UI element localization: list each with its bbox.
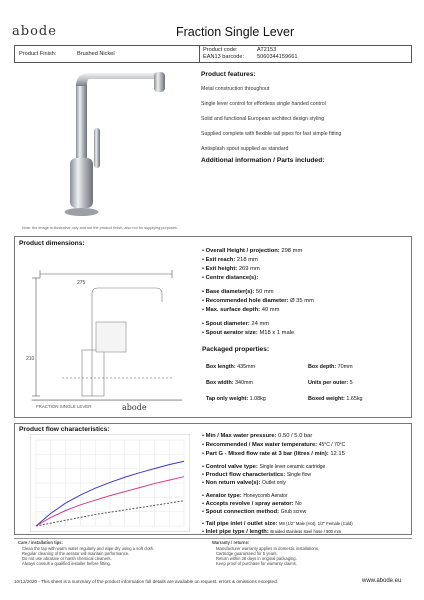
warranty-item: Keep proof of purchase for warranty claims. (216, 561, 297, 566)
features-title: Product features: (201, 71, 256, 78)
flow-label: Inlet pipe type / length: (205, 529, 269, 535)
header-divider (199, 46, 200, 62)
ean-value: 5060344159661 (257, 54, 298, 60)
dim-item: • Centre distance(s): (202, 275, 259, 281)
feature-item: Supplied complete with flexible tail pipes for fast simple fitting (201, 131, 342, 137)
flow-item: • Accepts revolve / spray aerator: No (202, 501, 302, 507)
flow-label: Spout connection method: (205, 509, 280, 515)
dim-label: Exit reach: (205, 257, 236, 263)
image-note: Note: the image is illustrative only and not the product finish, also not for supplying purposes. (22, 226, 178, 230)
pk-value: 1.08kg (249, 396, 266, 402)
pk-label: Tap only weight: (206, 396, 249, 402)
flow-label: Aerator type: (205, 493, 242, 499)
flow-title: Product flow characteristics: (19, 426, 110, 433)
care-title: Care / installation tips: (18, 540, 63, 545)
footer-website[interactable]: www.abode.eu (362, 578, 402, 584)
technical-drawing (22, 250, 192, 414)
dim-label: Overall Height / projection: (205, 248, 280, 254)
flow-item: • Control valve type: Single lever ceramic cartridge (202, 464, 326, 470)
warranty-item: Manufacturer warranty applies to domestic installations. (216, 546, 320, 551)
dimensions-title: Product dimensions: (19, 240, 85, 247)
product-title: Fraction Single Lever (176, 25, 295, 39)
flow-value: Outlet only (262, 480, 286, 486)
flow-label: Non return valve(s): (205, 480, 261, 486)
flow-value: Braided stainless steel hose / 500 mm (270, 529, 342, 534)
flow-value: No (295, 501, 302, 507)
warranty-item: Return within 28 days in original packaging. (216, 556, 297, 561)
code-label: Product code: (203, 47, 238, 53)
flow-label: Tail pipe inlet / outlet size: (205, 521, 278, 527)
dim-label: Exit height: (205, 266, 238, 272)
care-item: Do not use abrasive or harsh chemical cleaners. (22, 556, 112, 561)
flow-value: Single lever ceramic cartridge (259, 464, 326, 470)
flow-value: Grub screw (280, 509, 307, 515)
pk-label: Box depth: (308, 364, 337, 370)
warranty-title: Warranty / returns: (212, 540, 250, 545)
flow-label: Recommended / Max water temperature: (205, 442, 318, 448)
dim-value: Ø 35 mm (290, 298, 314, 304)
care-item: Clean the tap with warm water regularly and wipe dry using a soft cloth. (22, 546, 155, 551)
flow-item: • Non return valve(s): Outlet only (202, 480, 286, 486)
finish-value: Brushed Nickel (77, 51, 115, 57)
pk-value: 5 (349, 380, 353, 386)
drawing-dim-b: 210 (26, 356, 35, 362)
dim-item: • Exit reach: 218 mm (202, 257, 258, 263)
pk-value: 1.65kg (346, 396, 363, 402)
dim-value: 50 mm (255, 289, 274, 295)
flow-label: Product flow characteristics: (205, 472, 286, 478)
care-item: Always consult a qualified installer before fitting. (22, 561, 111, 566)
pk-label: Units per outer: (308, 380, 349, 386)
pk-value: 435mm (237, 364, 256, 370)
dim-value: 298 mm (281, 248, 303, 254)
feature-item: Solid and functional European architect design styling (201, 116, 325, 122)
flow-chart (30, 434, 190, 532)
pk-label: Box width: (206, 380, 234, 386)
code-value: AT2153 (257, 47, 277, 53)
dim-item: • Overall Height / projection: 298 mm (202, 248, 303, 254)
dim-value: 218 mm (236, 257, 258, 263)
pk-label: Boxed weight: (308, 396, 345, 402)
flow-value: 45°C / 70°C (318, 442, 346, 448)
dim-label: Centre distance(s): (205, 275, 259, 281)
flow-item: • Inlet pipe type / length: Braided stainless steel hose / 500 mm (202, 529, 342, 535)
flow-value: 0.50 / 5.0 bar (278, 433, 313, 439)
drawing-dim-a: 275 (77, 280, 86, 286)
flow-value: M8 (1/2" Male (Hot), 1/2" Female (Cold) (278, 521, 353, 526)
drawing-note: FRACTION SINGLE LEVER (36, 404, 92, 409)
flow-item: • Recommended / Max water temperature: 45°C / 70°C (202, 442, 346, 448)
warranty-item: Cartridge guaranteed for 5 years. (216, 551, 278, 556)
ean-label: EAN13 barcode: (203, 54, 245, 60)
flow-value: Honeycomb Aerator (243, 493, 288, 499)
pk-label: Box length: (206, 364, 236, 370)
flow-label: Part G - Mixed flow rate at 3 bar (litres / min): (205, 451, 329, 457)
dim-item: • Base diameter(s): 50 mm (202, 289, 274, 295)
feature-item: Metal construction throughout (201, 86, 270, 92)
feature-item: Antisplash spout supplied as standard (201, 146, 289, 152)
dim-item: • Exit height: 269 mm (202, 266, 260, 272)
dim-label: Base diameter(s): (205, 289, 255, 295)
pk-box-length (206, 364, 255, 370)
dim-label: Spout aerator size: (205, 330, 258, 336)
flow-label: Control valve type: (205, 464, 258, 470)
flow-value: 12.15 (330, 451, 345, 457)
header-info-box (14, 45, 412, 63)
pk-value: 340mm (235, 380, 254, 386)
dim-item: • Max. surface depth: 40 mm (202, 307, 280, 313)
dim-value: 40 mm (261, 307, 280, 313)
pk-tap-weight (206, 396, 266, 402)
flow-label: Min / Max water pressure: (205, 433, 277, 439)
flow-value: Single flow (286, 472, 312, 478)
brand-logo: abode (12, 24, 57, 39)
flow-label: Accepts revolve / spray aerator: (205, 501, 294, 507)
pk-boxed-weight (308, 396, 363, 402)
dim-item: • Spout diameter: 24 mm (202, 321, 270, 327)
additional-info-title: Additional information / Parts included: (201, 157, 325, 164)
flow-item: • Spout connection method: Grub screw (202, 509, 307, 515)
dim-value: M18 x 1 male (259, 330, 295, 336)
footer-disclaimer: 10/12/2020 - This sheet is a summary of the product information full details are available on request. errors & omissions excepted. (14, 579, 278, 584)
pk-box-depth (308, 364, 353, 370)
dim-label: Max. surface depth: (205, 307, 261, 313)
feature-item: Single lever control for effortless single handed control (201, 101, 326, 107)
flow-item: • Tail pipe inlet / outlet size: M8 (1/2" Male (Hot), 1/2" Female (Cold) (202, 521, 353, 527)
drawing-brand: abode (122, 403, 147, 412)
dim-value: 24 mm (251, 321, 270, 327)
dim-item: • Spout aerator size: M18 x 1 male (202, 330, 295, 336)
pk-value: 70mm (337, 364, 353, 370)
dim-label: Spout diameter: (205, 321, 250, 327)
dim-item: • Recommended hole diameter: Ø 35 mm (202, 298, 314, 304)
packaged-title: Packaged properties: (202, 346, 270, 353)
flow-item: • Product flow characteristics: Single flow (202, 472, 312, 478)
dim-value: 269 mm (238, 266, 260, 272)
flow-item: • Min / Max water pressure: 0.50 / 5.0 bar (202, 433, 313, 439)
finish-label: Product Finish: (19, 51, 57, 57)
flow-item: • Part G - Mixed flow rate at 3 bar (litres / min): 12.15 (202, 451, 345, 457)
care-item: Regular cleaning of the aerator will maintain performance. (22, 551, 130, 556)
pk-units-per-outer (308, 380, 353, 386)
product-photo (40, 66, 180, 224)
flow-item: • Aerator type: Honeycomb Aerator (202, 493, 288, 499)
dim-label: Recommended hole diameter: (205, 298, 289, 304)
pk-box-width (206, 380, 253, 386)
